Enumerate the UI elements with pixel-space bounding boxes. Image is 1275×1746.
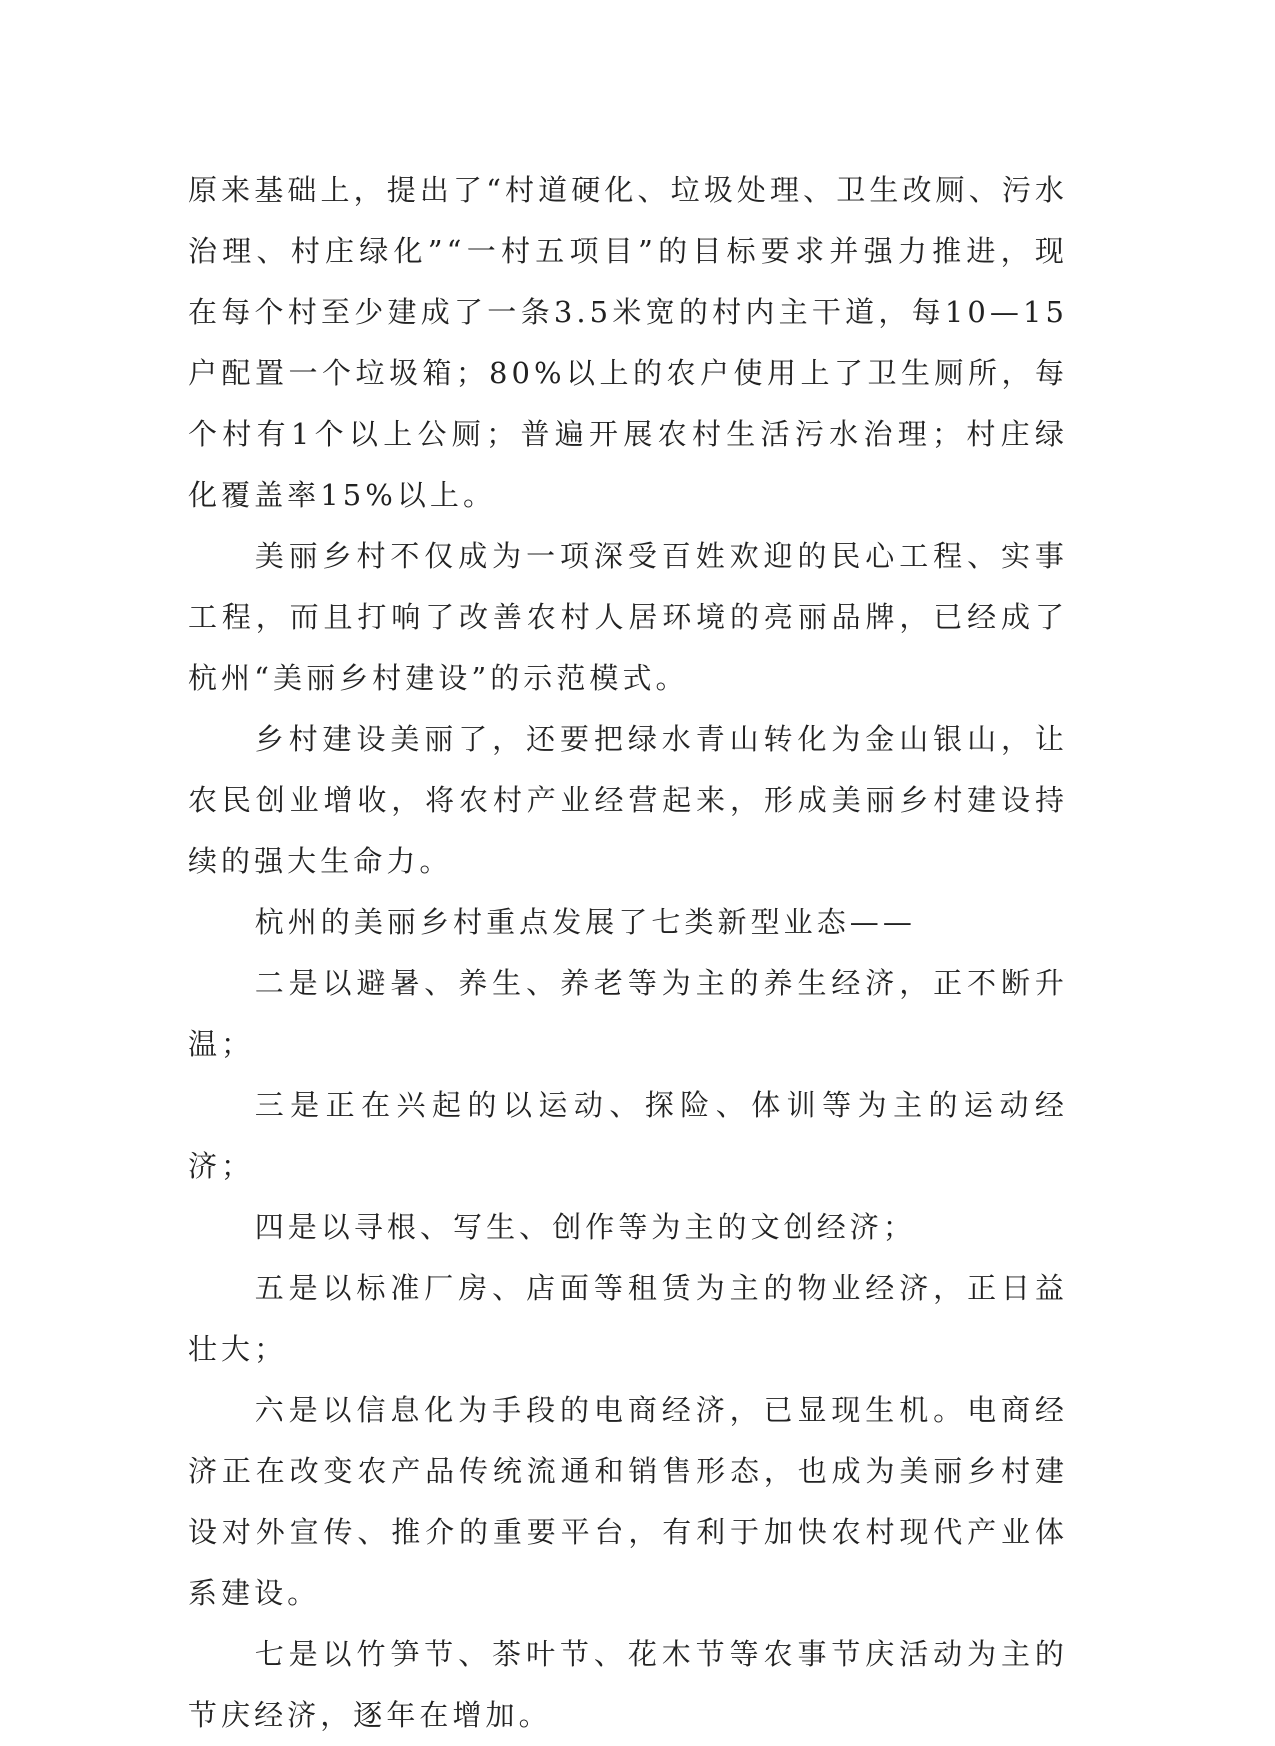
paragraph-continuation: 原来基础上，提出了“村道硬化、垃圾处理、卫生改厕、污水治理、村庄绿化”“一村五项目”的目标要求并强力推进，现在每个村至少建成了一条3.5米宽的村内主干道，每10—15户配置一个垃圾箱；80%以上的农户使用上了卫生厕所，每个村有1个以上公厕；普遍开展农村生活污水治理；村庄绿化覆盖率15%以上。 — [188, 173, 1068, 512]
paragraph-item-2: 二是以避暑、养生、养老等为主的养生经济，正不断升温； — [188, 966, 1068, 1061]
paragraph-item-6: 六是以信息化为手段的电商经济，已显现生机。电商经济正在改变农产品传统流通和销售形态，也成为美丽乡村建设对外宣传、推介的重要平台，有利于加快农村现代产业体系建设。 — [188, 1393, 1068, 1610]
paragraph-rural-industry: 乡村建设美丽了，还要把绿水青山转化为金山银山，让农民创业增收，将农村产业经营起来，形成美丽乡村建设持续的强大生命力。 — [188, 722, 1068, 878]
paragraph-beautiful-village: 美丽乡村不仅成为一项深受百姓欢迎的民心工程、实事工程，而且打响了改善农村人居环境的亮丽品牌，已经成了杭州“美丽乡村建设”的示范模式。 — [188, 539, 1068, 695]
paragraph-item-3: 三是正在兴起的以运动、探险、体训等为主的运动经济； — [188, 1088, 1068, 1183]
paragraph-item-7: 七是以竹笋节、茶叶节、花木节等农事节庆活动为主的节庆经济，逐年在增加。 — [188, 1637, 1068, 1732]
document-body — [188, 160, 1068, 1746]
paragraph-item-4: 四是以寻根、写生、创作等为主的文创经济； — [254, 1210, 916, 1244]
paragraph-seven-formats-intro: 杭州的美丽乡村重点发展了七类新型业态—— — [254, 905, 916, 939]
paragraph-item-5: 五是以标准厂房、店面等租赁为主的物业经济，正日益壮大； — [188, 1271, 1068, 1366]
